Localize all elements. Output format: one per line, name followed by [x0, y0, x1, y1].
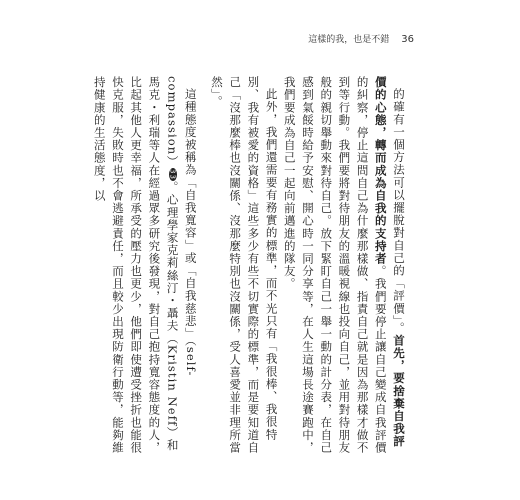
body-text	[92, 76, 408, 456]
footnote-marker: 33	[168, 168, 177, 181]
paragraph-3	[91, 76, 200, 456]
running-header	[308, 32, 414, 45]
text-run: 此外，我們還需要有務實的標準，而不光只有「我很棒、我很特別、我有被愛的資格」這些多少有些不切實際的標準，而是要知道自己「沒那麼棒也沒關係、沒那麼特別也沒關係，受人喜愛並非理所當然」。	[209, 76, 279, 454]
page-number: 36	[401, 34, 414, 45]
text-run: 。我們要停止讓自己變成自我評價的糾察，停止這問自己為什麼那樣做、指責自己就是因為那樣才做不到等行動。我們要將對待朋友的溫暖視線也投向自己，並用對待朋友般的親切舉動來對待自己。放下緊盯自己一舉一動的計分表，在自己感到氣餒時給予安慰、開心時一同分享等，在人生這場長途賽跑中，我們要成為自己一起向前邁進的隊友。	[282, 76, 388, 454]
text-run: 。心理學家克莉絲汀・聶夫（Kristin Neff）和馬克・利瑞等人在經過眾多研究後發現，對自己抱持寬容態度的人，比起其他人更幸福，所承受的壓力也更少，他們即使遭受挫折也能很快克服，失敗時也不會逃避責任，而且較少出現防衛行動等，能夠維持健康的生活態度，以	[92, 76, 180, 454]
paragraph-1	[281, 76, 408, 456]
text-run: 這種態度被稱為「自我寬容」或「自我慈悲」（self-compassion）	[165, 76, 198, 376]
running-title: 這樣的我，也是不錯	[308, 35, 390, 45]
text-run: 的確有一個方法可以擺脫對自己的「評價」。	[392, 87, 406, 334]
paragraph-2	[208, 76, 281, 456]
emphasis-text: 首先，要捨棄自我評價的心態，轉而成為自我的支持者	[373, 76, 406, 448]
